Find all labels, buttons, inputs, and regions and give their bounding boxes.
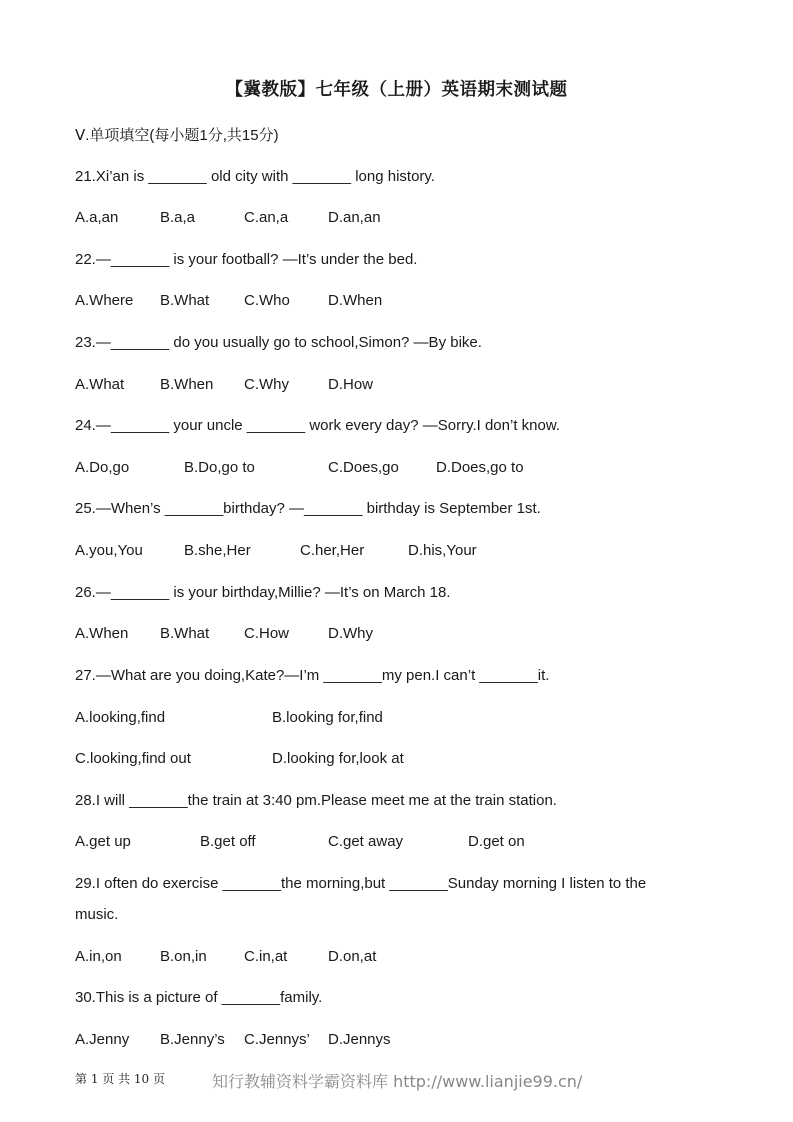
question-27: 27.—What are you doing,Kate?—I’m _______my pen.I can’t _______it. [75, 667, 550, 684]
option-d: D.an,an [328, 209, 381, 226]
watermark: 知行教辅资料学霸资料库 http://www.lianjie99.cn/ [212, 1072, 583, 1091]
option-c: C.Who [244, 292, 290, 309]
option-b: B.she,Her [184, 542, 251, 559]
option-b: B.What [160, 625, 210, 642]
option-a: A.a,an [75, 209, 119, 226]
question-30: 30.This is a picture of _______family. [75, 989, 323, 1006]
option-c: C.an,a [244, 209, 289, 226]
page-number: 第 1 页 共 10 页 [75, 1072, 165, 1086]
option-b: B.get off [200, 833, 256, 850]
question-24: 24.—_______ your uncle _______ work every day? —Sorry.I don’t know. [75, 417, 561, 434]
option-d: D.Why [328, 625, 373, 642]
option-b: B.Do,go to [184, 459, 255, 476]
option-b: B.What [160, 292, 210, 309]
option-b: B.When [160, 376, 214, 393]
option-c: C.How [244, 625, 290, 642]
option-c: C.get away [328, 833, 404, 850]
option-a: A.Do,go [75, 459, 130, 476]
option-d: D.get on [468, 833, 525, 850]
option-a: A.in,on [75, 948, 122, 965]
option-d: D.on,at [328, 948, 377, 965]
option-c: C.looking,find out [75, 750, 191, 767]
option-d: D.Does,go to [436, 459, 524, 476]
option-d: D.How [328, 376, 374, 393]
question-29: 29.I often do exercise _______the morning,but _______Sunday morning I listen to the [75, 875, 647, 892]
option-d: D.Jennys [328, 1031, 391, 1048]
option-c: C.Does,go [328, 459, 399, 476]
question-28: 28.I will _______the train at 3:40 pm.Please meet me at the train station. [75, 792, 557, 809]
option-a: A.get up [75, 833, 131, 850]
question-22: 22.—_______ is your football? —It’s under the bed. [75, 251, 418, 268]
option-a: A.When [75, 625, 129, 642]
option-a: A.What [75, 376, 125, 393]
question-25: 25.—When’s _______birthday? —_______ birthday is September 1st. [75, 500, 541, 517]
page-title: 【冀教版】七年级（上册）英语期末测试题 [225, 79, 568, 99]
option-d: D.his,Your [408, 542, 477, 559]
section-heading: Ⅴ.单项填空(每小题1分,共15分) [75, 127, 279, 144]
option-b: B.Jenny’s [160, 1031, 225, 1048]
option-b: B.looking for,find [272, 709, 383, 726]
option-b: B.a,a [160, 209, 196, 226]
question-29-cont: music. [75, 906, 119, 923]
option-a: A.you,You [75, 542, 143, 559]
option-a: A.Jenny [75, 1031, 130, 1048]
question-23: 23.—_______ do you usually go to school,Simon? —By bike. [75, 334, 482, 351]
option-d: D.When [328, 292, 383, 309]
option-c: C.Jennys’ [244, 1031, 310, 1048]
option-a: A.looking,find [75, 709, 166, 726]
option-a: A.Where [75, 292, 134, 309]
option-b: B.on,in [160, 948, 207, 965]
option-c: C.in,at [244, 948, 288, 965]
option-d: D.looking for,look at [272, 750, 404, 767]
option-c: C.Why [244, 376, 289, 393]
option-c: C.her,Her [300, 542, 365, 559]
question-26: 26.—_______ is your birthday,Millie? —It’s on March 18. [75, 584, 451, 601]
question-21: 21.Xi’an is _______ old city with _______ long history. [75, 168, 435, 185]
